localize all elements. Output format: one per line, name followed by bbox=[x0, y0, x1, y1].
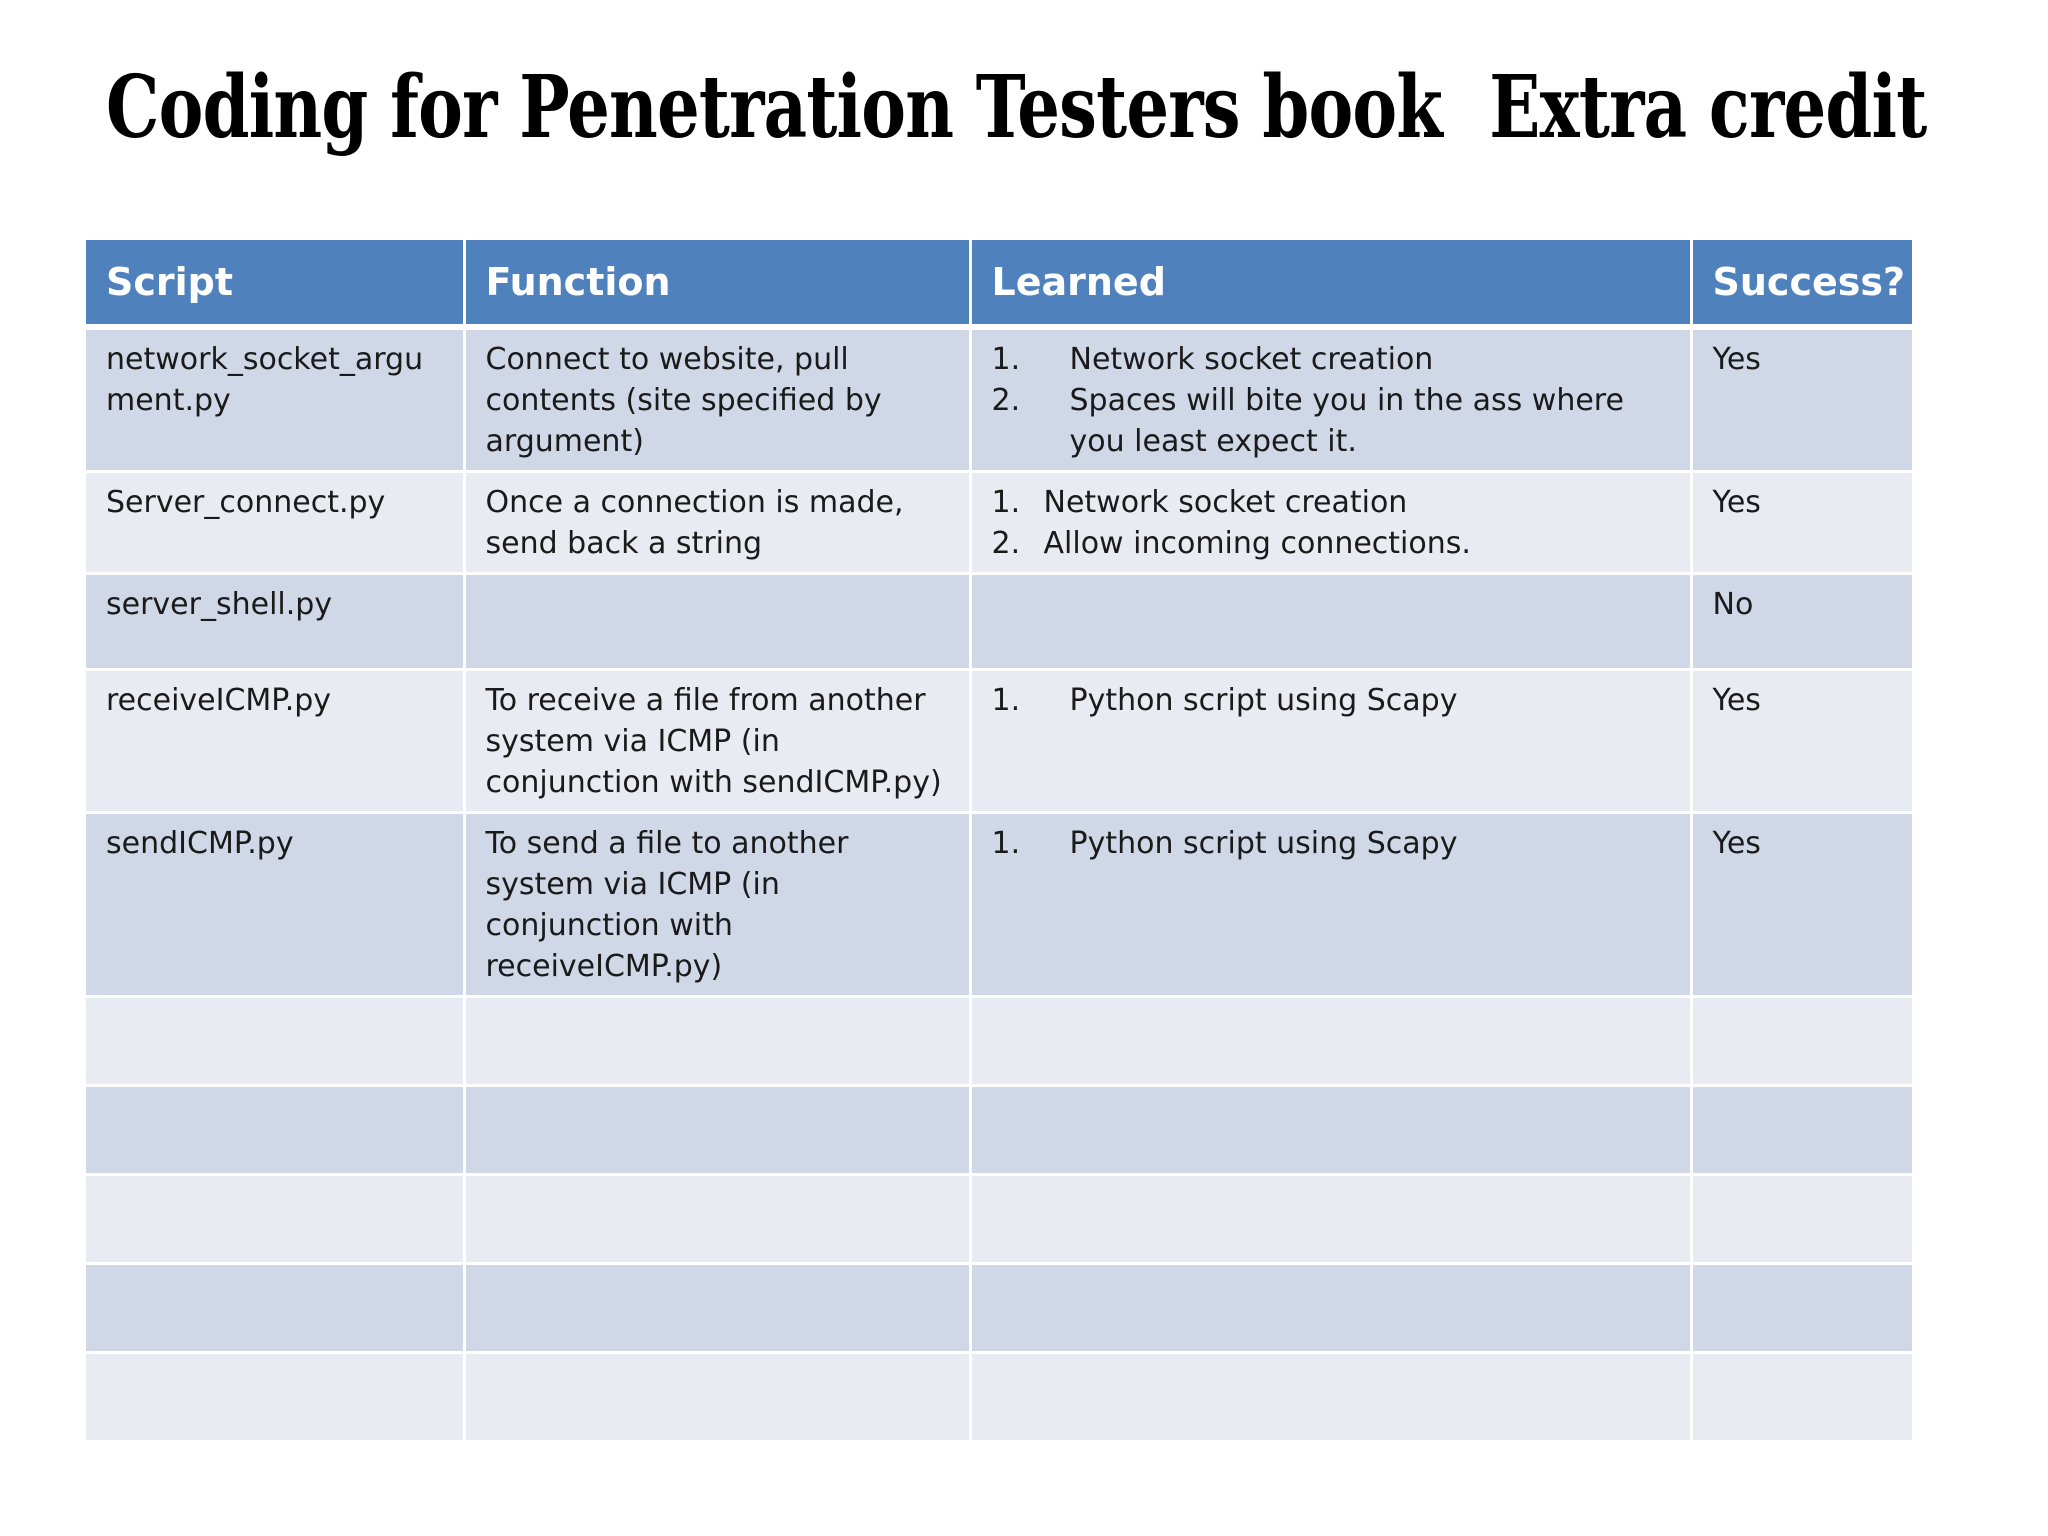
empty-cell bbox=[970, 1264, 1691, 1353]
learned-cell bbox=[970, 327, 1691, 472]
empty-cell bbox=[464, 1353, 970, 1442]
learned-list bbox=[992, 482, 1670, 564]
function-text: Once a connection is made, send back a string bbox=[485, 485, 904, 561]
learned-item-text: Allow incoming connections. bbox=[1043, 526, 1471, 561]
empty-cell bbox=[86, 1264, 464, 1353]
function-text: To send a file to another system via ICMP (in conjunction with receiveICMP.py) bbox=[485, 826, 849, 984]
page-title: Coding for Penetration Testers book bbox=[106, 57, 1443, 158]
success-value: Yes bbox=[1712, 485, 1761, 520]
script-name: Server_connect.py bbox=[106, 485, 386, 520]
function-text: Connect to website, pull contents (site specified by argument) bbox=[485, 342, 882, 459]
success-cell bbox=[1691, 574, 1912, 670]
learned-item bbox=[992, 339, 1670, 380]
learned-list bbox=[992, 680, 1670, 721]
empty-cell bbox=[970, 997, 1691, 1086]
empty-cell bbox=[464, 997, 970, 1086]
learned-item-text: Network socket creation bbox=[1069, 342, 1434, 377]
empty-cell bbox=[86, 1086, 464, 1175]
column-header-learned: Learned bbox=[970, 240, 1691, 327]
success-value: Yes bbox=[1712, 342, 1761, 377]
success-cell bbox=[1691, 670, 1912, 813]
learned-cell bbox=[970, 813, 1691, 997]
learned-item-text: Spaces will bite you in the ass where you least expect it. bbox=[1069, 383, 1624, 459]
success-cell bbox=[1691, 327, 1912, 472]
script-name: network_socket_argument.py bbox=[106, 342, 424, 418]
function-text: To receive a file from another system via ICMP (in conjunction with sendICMP.py) bbox=[485, 683, 942, 800]
empty-table-row bbox=[86, 1264, 1912, 1353]
empty-cell bbox=[464, 1264, 970, 1353]
table-row bbox=[86, 472, 1912, 574]
learned-list bbox=[992, 339, 1670, 462]
function-cell bbox=[464, 574, 970, 670]
script-cell bbox=[86, 327, 464, 472]
learned-item-number: 1. bbox=[991, 342, 1021, 377]
column-header-success: Success? bbox=[1691, 240, 1912, 327]
empty-cell bbox=[1691, 997, 1912, 1086]
learned-item bbox=[992, 523, 1670, 564]
learned-item bbox=[992, 482, 1670, 523]
table-row bbox=[86, 670, 1912, 813]
function-cell bbox=[464, 472, 970, 574]
empty-cell bbox=[1691, 1175, 1912, 1264]
learned-item-text: Python script using Scapy bbox=[1069, 683, 1458, 718]
empty-table-row bbox=[86, 1175, 1912, 1264]
learned-cell bbox=[970, 670, 1691, 813]
empty-cell bbox=[86, 997, 464, 1086]
empty-cell bbox=[970, 1086, 1691, 1175]
script-cell bbox=[86, 813, 464, 997]
table-header-row bbox=[86, 240, 1912, 327]
learned-cell bbox=[970, 472, 1691, 574]
learned-item-text: Python script using Scapy bbox=[1069, 826, 1458, 861]
script-name: sendICMP.py bbox=[106, 826, 294, 861]
empty-cell bbox=[464, 1175, 970, 1264]
learned-item bbox=[992, 823, 1670, 864]
learned-item-number: 1. bbox=[991, 683, 1021, 718]
function-cell bbox=[464, 813, 970, 997]
script-cell bbox=[86, 670, 464, 813]
learned-item-number: 2. bbox=[991, 526, 1021, 561]
learned-item bbox=[992, 380, 1670, 462]
learned-item-number: 1. bbox=[991, 485, 1021, 520]
learned-list bbox=[992, 823, 1670, 864]
function-cell bbox=[464, 327, 970, 472]
table-row bbox=[86, 574, 1912, 670]
empty-table-row bbox=[86, 1086, 1912, 1175]
empty-cell bbox=[464, 1086, 970, 1175]
empty-table-row bbox=[86, 1353, 1912, 1442]
table-row bbox=[86, 813, 1912, 997]
learned-item-number: 2. bbox=[991, 383, 1021, 418]
success-value: Yes bbox=[1712, 826, 1761, 861]
script-cell bbox=[86, 472, 464, 574]
script-name: receiveICMP.py bbox=[106, 683, 332, 718]
success-value: Yes bbox=[1712, 683, 1761, 718]
script-cell bbox=[86, 574, 464, 670]
empty-cell bbox=[970, 1175, 1691, 1264]
learned-item bbox=[992, 680, 1670, 721]
success-cell bbox=[1691, 472, 1912, 574]
column-header-function: Function bbox=[464, 240, 970, 327]
empty-cell bbox=[1691, 1353, 1912, 1442]
empty-cell bbox=[1691, 1086, 1912, 1175]
column-header-script: Script bbox=[86, 240, 464, 327]
page-subtitle: Extra credit bbox=[1488, 57, 1926, 158]
learned-cell bbox=[970, 574, 1691, 670]
empty-cell bbox=[1691, 1264, 1912, 1353]
learned-item-text: Network socket creation bbox=[1043, 485, 1408, 520]
success-value: No bbox=[1712, 587, 1754, 622]
empty-cell bbox=[970, 1353, 1691, 1442]
table-row bbox=[86, 327, 1912, 472]
script-name: server_shell.py bbox=[106, 587, 333, 622]
learned-item-number: 1. bbox=[991, 826, 1021, 861]
empty-cell bbox=[86, 1353, 464, 1442]
empty-cell bbox=[86, 1175, 464, 1264]
function-cell bbox=[464, 670, 970, 813]
scripts-table bbox=[86, 240, 1912, 1443]
empty-table-row bbox=[86, 997, 1912, 1086]
success-cell bbox=[1691, 813, 1912, 997]
